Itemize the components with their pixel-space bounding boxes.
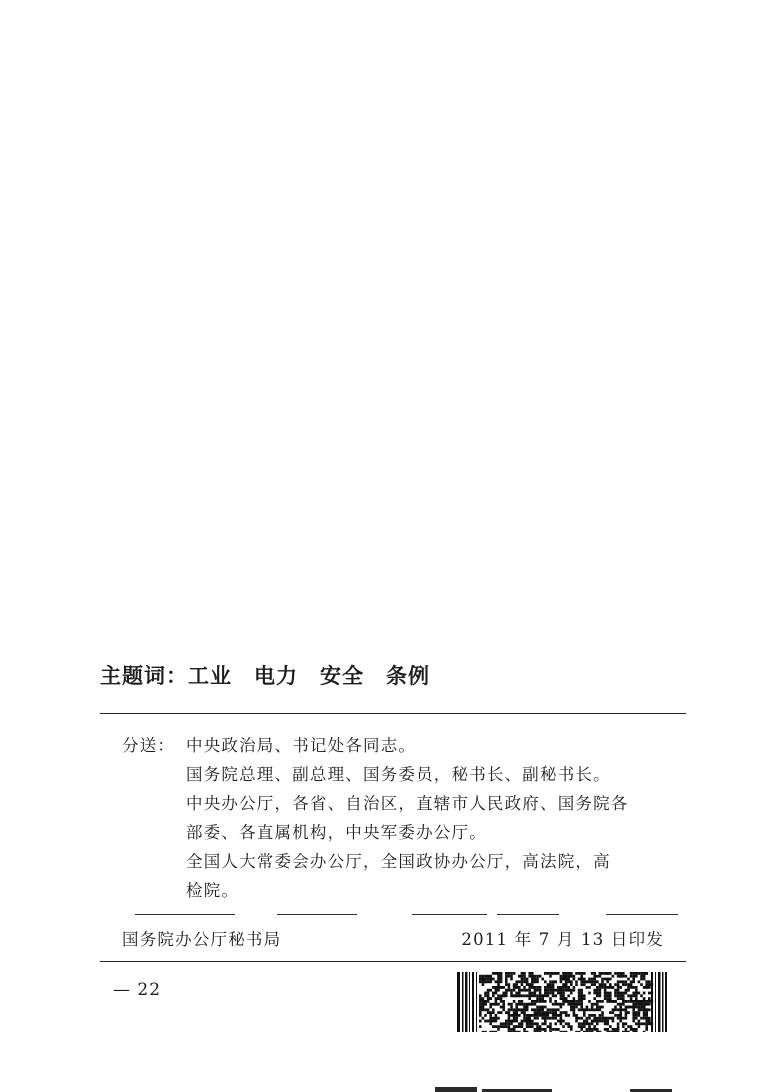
separator-dash [497,914,559,915]
issuer: 国务院办公厅秘书局 [122,930,282,949]
scan-edge-artifact [435,1087,477,1092]
separator-dash [277,914,357,915]
separator-dash [135,914,235,915]
distribution-line: 检院。 [186,881,240,900]
separator-dash [412,914,487,915]
subject-keywords [100,660,452,690]
distribution-line: 中央政治局、书记处各同志。 [186,736,417,755]
separator-dash [606,914,678,915]
distribution-line: 国务院总理、副总理、国务委员，秘书长、副秘书长。 [186,765,611,784]
distribution-list [186,731,670,905]
distribution-label: 分送： [122,736,176,755]
distribution-line: 中央办公厅，各省、自治区，直辖市人民政府、国务院各 [186,794,629,813]
subject-label: 主题词： [100,664,188,688]
distribution-line: 部委、各直属机构，中央军委办公厅。 [186,823,487,842]
issue-date: 2011 年 7 月 13 日印发 [461,930,664,949]
keyword: 安全 [320,664,364,688]
distribution-line: 全国人大常委会办公厅，全国政协办公厅，高法院，高 [186,852,611,871]
page-number: — 22 [113,980,162,1000]
bottom-divider [100,961,686,962]
keyword: 工业 [188,664,232,688]
top-divider [100,713,686,714]
keyword: 条例 [386,664,430,688]
keyword: 电力 [254,664,298,688]
barcode-icon [457,970,667,1032]
